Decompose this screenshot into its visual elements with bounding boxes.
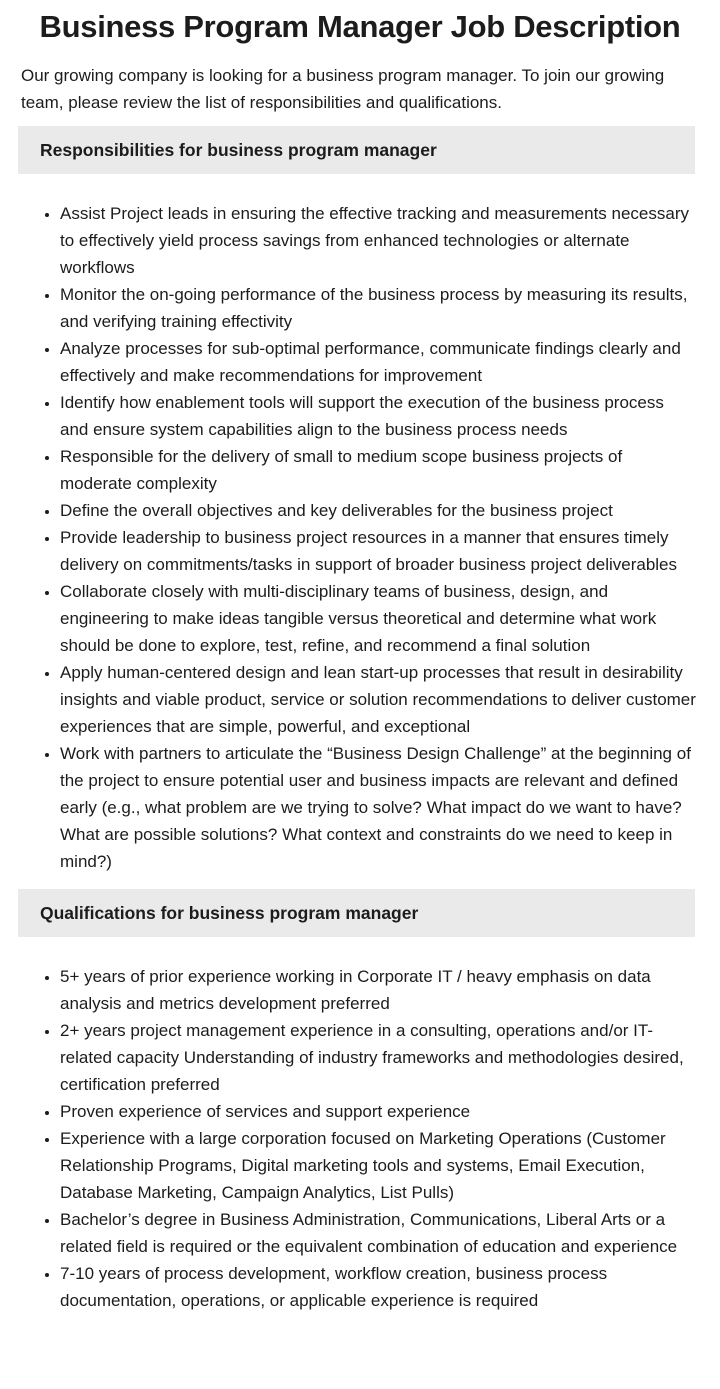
intro-paragraph: Our growing company is looking for a business program manager. To join our growing team, please review the list of responsibilities and qualifications. [21, 66, 665, 112]
responsibilities-heading: Responsibilities for business program manager [40, 140, 437, 160]
list-item: • 5+ years of prior experience working in Corporate IT / heavy emphasis on data analysis and metrics development preferred [60, 963, 696, 1017]
qualifications-heading: Qualifications for business program manager [40, 903, 419, 923]
responsibilities-list [0, 200, 696, 875]
list-item: • Identify how enablement tools will support the execution of the business process and ensure system capabilities align to the business process needs [60, 389, 696, 443]
list-item: • Define the overall objectives and key deliverables for the business project [60, 497, 696, 524]
section-header-qualifications [18, 889, 695, 937]
list-item: • 7-10 years of process development, workflow creation, business process documentation, operations, or applicable experience is required [60, 1260, 696, 1314]
list-item: • Collaborate closely with multi-disciplinary teams of business, design, and engineering to make ideas tangible versus theoretical and determine what work should be done to explore, test, refine, and recommend a final solution [60, 578, 696, 659]
list-item: • Bachelor’s degree in Business Administration, Communications, Liberal Arts or a related field is required or the equivalent combination of education and experience [60, 1206, 696, 1260]
qualifications-list [0, 963, 696, 1314]
job-description-page [0, 8, 720, 1352]
list-item: • Provide leadership to business project resources in a manner that ensures timely delivery on commitments/tasks in support of broader business project deliverables [60, 524, 696, 578]
list-item: • Apply human-centered design and lean start-up processes that result in desirability insights and viable product, service or solution recommendations to deliver customer experiences that are simple, powerful, and exceptional [60, 659, 696, 740]
list-item: • Assist Project leads in ensuring the effective tracking and measurements necessary to effectively yield process savings from enhanced technologies or alternate workflows [60, 200, 696, 281]
list-item: • Responsible for the delivery of small to medium scope business projects of moderate complexity [60, 443, 696, 497]
list-item: • Monitor the on-going performance of the business process by measuring its results, and verifying training effectivity [60, 281, 696, 335]
list-item: • 2+ years project management experience in a consulting, operations and/or IT-related capacity Understanding of industry frameworks and methodologies desired, certification preferred [60, 1017, 696, 1098]
list-item: • Analyze processes for sub-optimal performance, communicate findings clearly and effectively and make recommendations for improvement [60, 335, 696, 389]
list-item: • Work with partners to articulate the “Business Design Challenge” at the beginning of the project to ensure potential user and business impacts are relevant and defined early (e.g., what problem are we trying to solve? What impact do we want to have? What are possible solutions? What context and constraints do we need to keep in mind?) [60, 740, 696, 875]
page-title: Business Program Manager Job Description [39, 9, 681, 44]
list-item: • Proven experience of services and support experience [60, 1098, 696, 1125]
section-header-responsibilities [18, 126, 695, 174]
list-item: • Experience with a large corporation focused on Marketing Operations (Customer Relationship Programs, Digital marketing tools and systems, Email Execution, Database Marketing, Campaign Analytics, List Pulls) [60, 1125, 696, 1206]
